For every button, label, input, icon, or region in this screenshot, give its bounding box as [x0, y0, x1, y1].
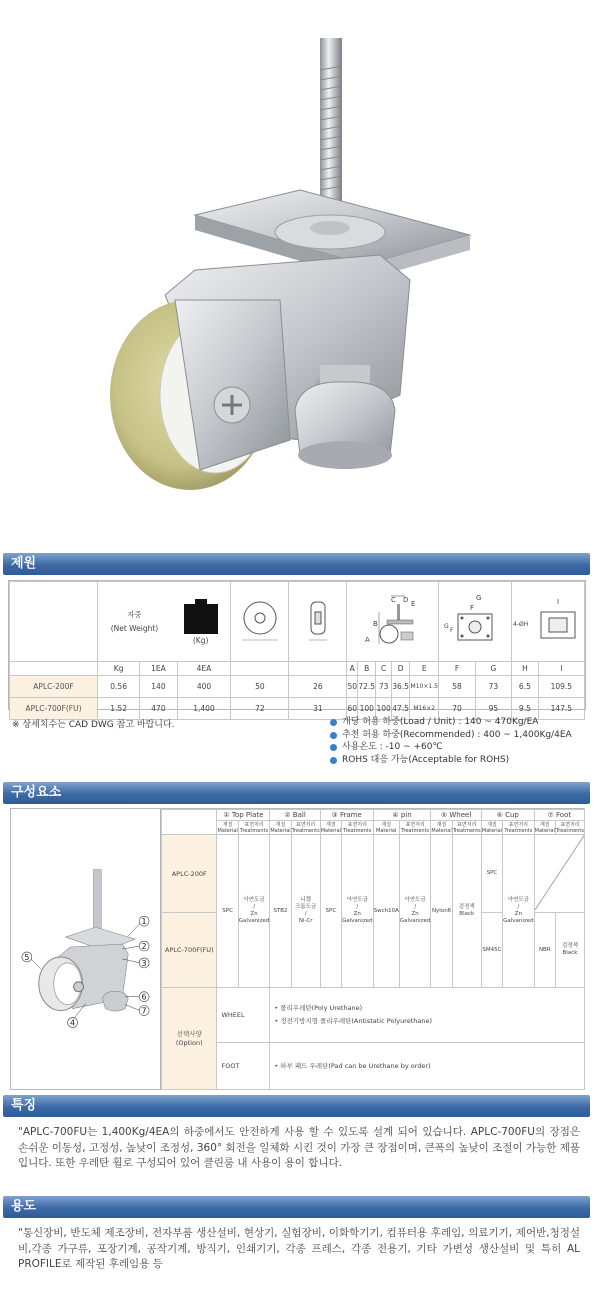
col-c: C	[376, 662, 392, 676]
sub-treatment: 표면처리 Treatments	[343, 821, 372, 834]
ball-material: STB2	[270, 835, 291, 988]
sub-treatment: 표면처리 Treatments	[240, 821, 269, 834]
weight-label-en: (Net Weight)	[110, 623, 159, 633]
bottom-dimension-icon	[513, 592, 583, 650]
cell-c: 100	[376, 698, 392, 720]
bullet-temperature: 사용온도 : -10 ~ +60℃	[330, 741, 572, 754]
callout-5: 5	[24, 952, 30, 962]
section-title-features: 특징	[3, 1095, 590, 1117]
top-plate-treatment: 아연도금 / Zn Galvanized	[238, 835, 270, 988]
frame-treatment: 아연도금 / Zn Galvanized	[342, 835, 374, 988]
sub-material: 재질 Material	[481, 821, 503, 834]
cell-load-1ea: 140	[140, 676, 177, 698]
cell-e: M10×1.5	[410, 676, 439, 698]
callout-1: 1	[141, 917, 147, 927]
dim-label-i: I	[557, 597, 560, 606]
dim-label-e: E	[410, 599, 416, 608]
callout-6: 6	[141, 992, 147, 1002]
cell-c: 73	[376, 676, 392, 698]
cup-treatment: 아연도금 / Zn Galvanized	[503, 835, 535, 988]
part-cup: ⑥ Cup	[481, 810, 534, 821]
dim-label-c: C	[390, 595, 396, 604]
cell-f: 70	[439, 698, 475, 720]
not-applicable-slash	[535, 835, 584, 910]
cell-wheel-width: 31	[289, 698, 347, 720]
usage-text: "통신장비, 반도체 제조장비, 전자부품 생산설비, 현상기, 실험장비, 이화학기기, 컴퓨터용 후레임, 의료기기, 제어반,청정설비,각종 가구류, 포장기계, 공작기계, 방직기, 인쇄기기, 각종 프레스, 각종 전용기, 기타 가변성 생산설비 및 특히 AL PROFILE로 제작된 후레임용 등	[18, 1227, 580, 1270]
option-foot-pad: • 하부 패드 우레탄(Pad can be Urethane by order)	[270, 1043, 585, 1090]
cell-wheel-width: 26	[289, 676, 347, 698]
model-name: APLC-700F(FU)	[162, 913, 217, 988]
cell-load-1ea: 470	[140, 698, 177, 720]
model-name: APLC-200F	[10, 676, 98, 698]
cell-e: M16×2	[410, 698, 439, 720]
part-frame: ③ Frame	[320, 810, 373, 821]
part-wheel: ⑤ Wheel	[431, 810, 481, 821]
cell-a: 60	[347, 698, 358, 720]
dim-label-a: A	[364, 635, 370, 644]
sub-material: 재질 Material	[534, 821, 555, 834]
cell-b: 72.5	[358, 676, 376, 698]
sub-treatment: 표면처리 Treatments	[401, 821, 430, 834]
top-plate-material: SPC	[217, 835, 238, 988]
dim-label-h: 4-ØH	[513, 620, 529, 628]
option-wheel-pu: • 폴리우레탄(Poly Urethane)	[274, 1004, 363, 1012]
cell-wheel-dia: 50	[231, 676, 289, 698]
cell-b: 100	[358, 698, 376, 720]
col-b: B	[358, 662, 376, 676]
cell-h: 9.5	[512, 698, 539, 720]
kg-unit: (Kg)	[192, 635, 209, 645]
part-foot: ⑦ Foot	[534, 810, 584, 821]
bullet-rohs: ROHS 대응 가능(Acceptable for ROHS)	[330, 754, 572, 767]
caster-callout-diagram	[11, 809, 161, 1089]
cell-d: 47.5	[392, 698, 410, 720]
cell-g: 73	[475, 676, 511, 698]
wheel-treatment: 검정색 Black	[452, 835, 481, 988]
table-row	[10, 676, 585, 698]
cell-weight: 1.52	[98, 698, 140, 720]
sub-treatment: 표면처리 Treatments	[504, 821, 533, 834]
col-e: E	[410, 662, 439, 676]
model-name: APLC-200F	[162, 835, 217, 913]
sub-material: 재질 Material	[217, 821, 238, 834]
sub-treatment: 표면처리 Treatments	[291, 821, 320, 834]
col-h: H	[512, 662, 539, 676]
option-wheel: WHEEL	[217, 988, 270, 1043]
foot-material: NBR	[534, 913, 555, 988]
dim-label-g: G	[476, 593, 482, 602]
cell-i: 109.5	[538, 676, 584, 698]
bullet-load-recommended: 추천 허용 하중(Recommended) : 400 ~ 1,400Kg/4EA	[330, 729, 572, 742]
cell-f: 58	[439, 676, 475, 698]
callout-4: 4	[70, 1018, 76, 1028]
cup-material: SM45C	[481, 913, 502, 988]
sub-material: 재질 Material	[320, 821, 342, 834]
cell-a: 50	[347, 676, 358, 698]
sub-material: 재질 Material	[270, 821, 291, 834]
col-f: F	[439, 662, 475, 676]
section-title-components: 구성요소	[3, 782, 590, 804]
part-ball: ② Ball	[270, 810, 320, 821]
foot-treatment: 검정색 Black	[555, 913, 584, 988]
section-title-spec: 제원	[3, 553, 590, 575]
product-photo	[0, 0, 610, 545]
sub-treatment: 표면처리 Treatments	[452, 821, 481, 834]
cad-note: ※ 상세치수는 CAD DWG 참고 바랍니다.	[12, 720, 175, 730]
top-plate-dimension-icon	[440, 592, 510, 650]
svg-text:G: G	[444, 622, 449, 630]
pin-material: Swch10A	[373, 835, 399, 988]
callout-2: 2	[141, 942, 147, 951]
pin-treatment: 아연도금 / Zn Galvanized	[399, 835, 431, 988]
caster-dimension-icon	[353, 592, 433, 650]
svg-text:F: F	[450, 626, 454, 634]
ball-treatment: 니켈 크롬도금 / Ni-Cr	[291, 835, 320, 988]
sub-material: 재질 Material	[431, 821, 452, 834]
col-4ea: 4EA	[177, 662, 231, 676]
cell-d: 36.5	[392, 676, 410, 698]
components-table	[10, 808, 585, 1090]
bullet-load-unit: 개당 허용 하중(Load / Unit) : 140 ~ 470Kg/EA	[330, 716, 572, 729]
cell-g: 95	[475, 698, 511, 720]
dim-label-b: B	[372, 619, 378, 628]
frame-material: SPC	[320, 835, 341, 988]
features-text: "APLC-700FU는 1,400Kg/4EA의 하중에서도 안전하게 사용 할 수 있도록 설계 되어 있습니다. APLC-700FU의 장점은 손쉬운 이동성, 고정성, 높낮이 조정성, 360° 회전을 일체화 시킨 것이 가장 큰 장점이며, 큰폭의 높낮이 조절이 가능한 제품 입니다. 또한 우레탄 휠로 구성되어 있어 클린룸 내 사용이 용이 합니다.	[18, 1126, 580, 1169]
callout-7: 7	[141, 1006, 147, 1016]
cell-weight: 0.56	[98, 676, 140, 698]
part-top-plate: ① Top Plate	[217, 810, 270, 821]
option-foot: FOOT	[217, 1043, 270, 1090]
caster-illustration	[110, 38, 470, 490]
wheel-material: Nylon6	[431, 835, 452, 988]
dim-label-d: D	[402, 595, 409, 604]
col-i: I	[538, 662, 584, 676]
cell-wheel-dia: 72	[231, 698, 289, 720]
spec-table	[8, 580, 586, 713]
cell-load-4ea: 400	[177, 676, 231, 698]
wheel-side-icon	[303, 598, 333, 644]
cell-i: 147.5	[538, 698, 584, 720]
weight-label: 자중	[127, 609, 142, 619]
cup-material: SPC	[481, 835, 502, 913]
unit-kg: Kg	[98, 662, 140, 676]
col-a: A	[347, 662, 358, 676]
option-wheel-antistatic: • 정전기방지형 폴리우레탄(Antistatic Polyurethane)	[274, 1017, 433, 1025]
callout-3: 3	[141, 958, 147, 968]
section-title-usage: 용도	[3, 1196, 590, 1218]
wheel-front-icon	[237, 598, 283, 644]
col-g: G	[475, 662, 511, 676]
spec-bullets	[330, 716, 572, 766]
sub-treatment: 표면처리 Treatments	[555, 821, 584, 834]
option-label: 선택사양 (Option)	[162, 988, 217, 1090]
cell-load-4ea: 1,400	[177, 698, 231, 720]
model-name: APLC-700F(FU)	[10, 698, 98, 720]
dim-label-f: F	[470, 603, 475, 612]
part-pin: ④ pin	[373, 810, 431, 821]
cell-h: 6.5	[512, 676, 539, 698]
col-1ea: 1EA	[140, 662, 177, 676]
col-d: D	[392, 662, 410, 676]
sub-material: 재질 Material	[373, 821, 399, 835]
